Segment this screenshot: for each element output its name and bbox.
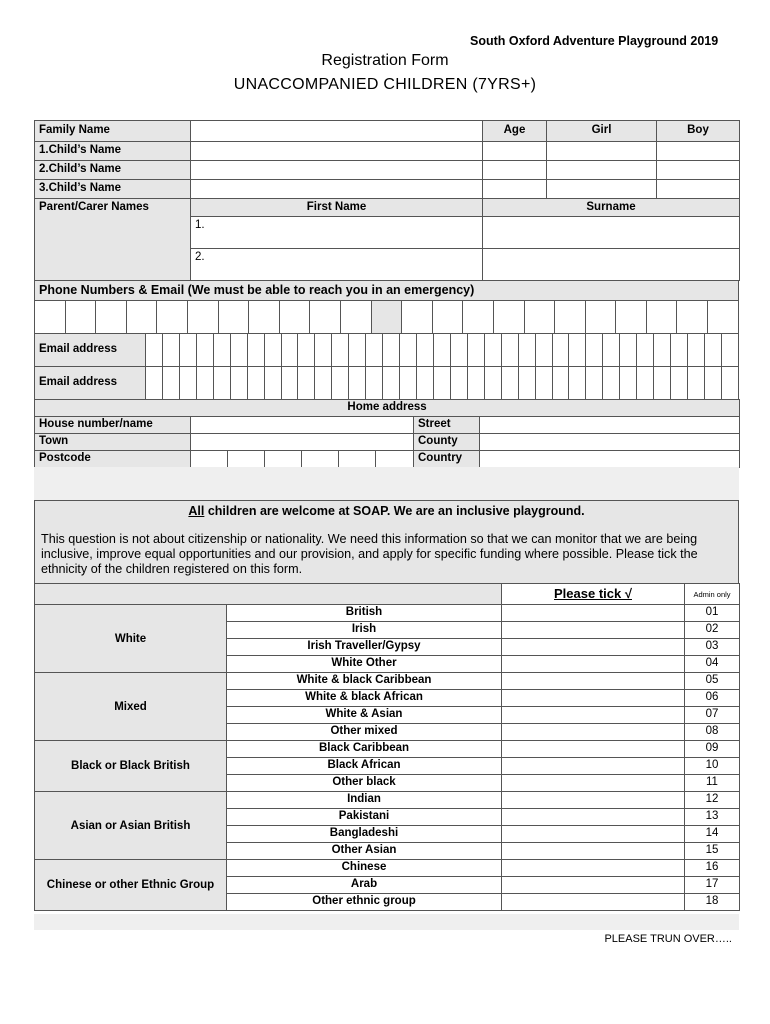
child-1-name-field[interactable] [191,142,483,161]
email-char-box[interactable] [162,334,179,367]
tick-box[interactable] [502,775,685,792]
surname-header: Surname [483,199,740,217]
welcome-rest: children are welcome at SOAP. We are an inclusive playground. [204,504,585,518]
family-name-label: Family Name [35,121,191,142]
email-char-box[interactable] [315,367,332,400]
email-char-box[interactable] [535,367,552,400]
email-char-box[interactable] [552,367,569,400]
email-char-box[interactable] [196,334,213,367]
email-char-box[interactable] [366,367,383,400]
tick-box[interactable] [502,673,685,690]
email-char-box[interactable] [518,367,535,400]
ethnic-group-label: Asian or Asian British [35,792,227,860]
admin-code: 06 [685,690,740,707]
country-field[interactable] [480,451,740,468]
spacer-strip [34,467,739,500]
email-char-box[interactable] [552,334,569,367]
street-field[interactable] [480,417,740,434]
phone-digit-box[interactable] [402,301,433,334]
parent-carer-label: Parent/Carer Names [35,199,191,281]
phone-digit-box[interactable] [585,301,616,334]
ethnic-option-label: Irish Traveller/Gypsy [227,639,502,656]
email-char-box[interactable] [569,334,586,367]
welcome-line [41,505,732,518]
email-char-box[interactable] [433,367,450,400]
ethnic-group-label: Mixed [35,673,227,741]
email-char-box[interactable] [349,334,366,367]
email-char-box[interactable] [603,367,620,400]
admin-code: 17 [685,877,740,894]
county-field[interactable] [480,434,740,451]
parent-2-first-name-field[interactable]: 2. [191,249,483,281]
email-char-box[interactable] [654,334,671,367]
admin-only-text: Admin only [693,589,731,599]
email-char-box[interactable] [298,334,315,367]
footer-note: PLEASE TRUN OVER….. [604,933,732,945]
ethnic-option-label: White & black African [227,690,502,707]
email-char-box[interactable] [400,334,417,367]
admin-code: 02 [685,622,740,639]
email-char-box[interactable] [637,367,654,400]
inclusive-box [35,501,739,584]
organisation-name: South Oxford Adventure Playground 2019 [470,34,719,48]
child-2-girl-field[interactable] [547,161,657,180]
tick-box[interactable] [502,639,685,656]
ethnic-option-label: Other mixed [227,724,502,741]
email-char-box[interactable] [450,334,467,367]
email-char-box[interactable] [332,334,349,367]
tick-box[interactable] [502,843,685,860]
tick-box[interactable] [502,860,685,877]
address-table [34,399,740,468]
phone-table [34,280,739,301]
email-grid-2[interactable] [34,366,739,400]
child-2-boy-field[interactable] [657,161,740,180]
home-address-heading: Home address [35,400,740,417]
email-char-box[interactable] [620,367,637,400]
ethnic-group-label: Black or Black British [35,741,227,792]
email-char-box[interactable] [637,334,654,367]
email-char-box[interactable] [671,334,688,367]
tick-box[interactable] [502,792,685,809]
child-2-age-field[interactable] [483,161,547,180]
phone-digit-box[interactable] [555,301,586,334]
email-char-box[interactable] [586,334,603,367]
postcode-label: Postcode [35,451,191,468]
phone-digit-box[interactable] [187,301,218,334]
ethnic-option-label: Other ethnic group [227,894,502,911]
house-field[interactable] [191,417,414,434]
email-char-box[interactable] [450,367,467,400]
county-label: County [414,434,480,451]
postcode-box[interactable] [265,451,302,468]
phone-digit-box[interactable] [157,301,188,334]
family-table [34,120,740,281]
phone-digit-box[interactable] [340,301,371,334]
phone-digit-box[interactable] [126,301,157,334]
admin-code: 15 [685,843,740,860]
ethnic-option-label: Pakistani [227,809,502,826]
phone-digit-box[interactable] [249,301,280,334]
email-char-box[interactable] [264,367,281,400]
ethnic-option-label: Irish [227,622,502,639]
child-3-name-field[interactable] [191,180,483,199]
email-char-box[interactable] [417,334,434,367]
email-char-box[interactable] [467,334,484,367]
phone-digit-box[interactable] [677,301,708,334]
please-tick-text: Please tick √ [554,585,632,601]
email-2-label: Email address [35,367,146,400]
admin-code: 09 [685,741,740,758]
tick-box[interactable] [502,690,685,707]
email-char-box[interactable] [603,334,620,367]
family-name-field[interactable] [191,121,483,142]
house-label: House number/name [35,417,191,434]
girl-header: Girl [547,121,657,142]
admin-code: 12 [685,792,740,809]
ethnic-option-label: Black Caribbean [227,741,502,758]
email-char-box[interactable] [467,367,484,400]
email-char-box[interactable] [247,367,264,400]
boy-header: Boy [657,121,740,142]
email-char-box[interactable] [586,367,603,400]
email-char-box[interactable] [400,367,417,400]
postcode-box[interactable] [191,451,228,468]
inclusive-statement [34,500,739,584]
phone-digit-box[interactable] [96,301,127,334]
postcode-box[interactable] [339,451,376,468]
tick-box[interactable] [502,724,685,741]
email-char-box[interactable] [620,334,637,367]
email-char-box[interactable] [688,367,705,400]
email-char-box[interactable] [484,367,501,400]
email-char-box[interactable] [484,334,501,367]
postcode-box[interactable] [228,451,265,468]
postcode-box[interactable] [302,451,339,468]
ethnic-option-label: Other black [227,775,502,792]
email-grid-1[interactable] [34,333,739,367]
email-char-box[interactable] [518,334,535,367]
email-char-box[interactable] [146,334,163,367]
email-char-box[interactable] [230,367,247,400]
admin-code: 01 [685,605,740,622]
email-char-box[interactable] [366,334,383,367]
phone-digit-box[interactable] [218,301,249,334]
phone-digit-box[interactable] [35,301,66,334]
email-char-box[interactable] [332,367,349,400]
email-char-box[interactable] [264,334,281,367]
email-char-box[interactable] [315,334,332,367]
please-tick-header [502,584,685,605]
email-char-box[interactable] [721,367,738,400]
ethnic-option-label: British [227,605,502,622]
tick-box[interactable] [502,826,685,843]
child-2-name-field[interactable] [191,161,483,180]
ethnic-group-label: White [35,605,227,673]
child-3-age-field[interactable] [483,180,547,199]
tick-box[interactable] [502,758,685,775]
admin-code: 07 [685,707,740,724]
email-char-box[interactable] [501,334,518,367]
email-char-box[interactable] [213,367,230,400]
phone-email-heading: Phone Numbers & Email (We must be able to reach you in an emergency) [35,281,739,301]
tick-box[interactable] [502,605,685,622]
email-char-box[interactable] [179,334,196,367]
email-char-box[interactable] [654,367,671,400]
child-3-girl-field[interactable] [547,180,657,199]
admin-code: 08 [685,724,740,741]
child-2-label: 2.Child’s Name [35,161,191,180]
email-char-box[interactable] [146,367,163,400]
phone-digit-box[interactable] [432,301,463,334]
email-char-box[interactable] [383,367,400,400]
ethnicity-header-spacer [35,584,502,605]
email-char-box[interactable] [230,334,247,367]
tick-box[interactable] [502,809,685,826]
phone-digit-box[interactable] [616,301,647,334]
age-header: Age [483,121,547,142]
ethnic-option-label: Bangladeshi [227,826,502,843]
email-char-box[interactable] [721,334,738,367]
child-3-boy-field[interactable] [657,180,740,199]
tick-box[interactable] [502,707,685,724]
phone-digit-box[interactable] [65,301,96,334]
email-char-box[interactable] [349,367,366,400]
tick-box[interactable] [502,656,685,673]
phone-digit-box[interactable] [463,301,494,334]
admin-code: 10 [685,758,740,775]
email-char-box[interactable] [383,334,400,367]
ethnic-option-label: Chinese [227,860,502,877]
admin-only-header [685,584,740,605]
email-char-box[interactable] [281,367,298,400]
ethnicity-table [34,583,740,911]
tick-box[interactable] [502,622,685,639]
parent-1-first-name-field[interactable]: 1. [191,217,483,249]
ethnic-option-label: Indian [227,792,502,809]
child-3-label: 3.Child’s Name [35,180,191,199]
child-1-label: 1.Child’s Name [35,142,191,161]
tick-box[interactable] [502,894,685,911]
ethnic-option-label: Arab [227,877,502,894]
admin-code: 14 [685,826,740,843]
child-1-boy-field[interactable] [657,142,740,161]
admin-code: 18 [685,894,740,911]
phone-digit-box[interactable] [371,301,402,334]
email-char-box[interactable] [179,367,196,400]
welcome-prefix: All [188,504,205,518]
tick-box[interactable] [502,877,685,894]
ethnicity-question: This question is not about citizenship or nationality. We need this information so that we can monitor that we are being inclusive, improve equal opportunities and our provision, and apply for specific funding where possible. Please tick the ethnicity of the children registered on this form. [41,531,698,576]
admin-code: 04 [685,656,740,673]
email-char-box[interactable] [247,334,264,367]
phone-digit-box[interactable] [310,301,341,334]
ethnic-option-label: White & black Caribbean [227,673,502,690]
parent-1-surname-field[interactable] [483,217,740,249]
phone-digit-box[interactable] [646,301,677,334]
phone-digit-box[interactable] [524,301,555,334]
parent-2-surname-field[interactable] [483,249,740,281]
email-1-label: Email address [35,334,146,367]
email-char-box[interactable] [162,367,179,400]
ethnic-option-label: White Other [227,656,502,673]
ethnic-group-label: Chinese or other Ethnic Group [35,860,227,911]
email-char-box[interactable] [535,334,552,367]
admin-code: 11 [685,775,740,792]
email-char-box[interactable] [213,334,230,367]
email-char-box[interactable] [281,334,298,367]
country-label: Country [414,451,480,468]
ethnic-option-label: White & Asian [227,707,502,724]
email-char-box[interactable] [298,367,315,400]
email-char-box[interactable] [704,334,721,367]
phone-digit-box[interactable] [279,301,310,334]
email-char-box[interactable] [688,334,705,367]
child-1-girl-field[interactable] [547,142,657,161]
postcode-box[interactable] [376,451,414,468]
email-char-box[interactable] [417,367,434,400]
form-subtitle: UNACCOMPANIED CHILDREN (7YRS+) [233,76,537,93]
email-char-box[interactable] [433,334,450,367]
admin-code: 13 [685,809,740,826]
admin-code: 05 [685,673,740,690]
email-char-box[interactable] [704,367,721,400]
town-field[interactable] [191,434,414,451]
child-1-age-field[interactable] [483,142,547,161]
phone-digit-grid[interactable] [34,300,739,334]
email-char-box[interactable] [196,367,213,400]
email-char-box[interactable] [671,367,688,400]
tick-box[interactable] [502,741,685,758]
admin-code: 03 [685,639,740,656]
ethnic-option-label: Other Asian [227,843,502,860]
bottom-strip [34,914,739,930]
phone-digit-box[interactable] [708,301,739,334]
first-name-header: First Name [191,199,483,217]
town-label: Town [35,434,191,451]
street-label: Street [414,417,480,434]
phone-digit-box[interactable] [493,301,524,334]
email-char-box[interactable] [569,367,586,400]
email-char-box[interactable] [501,367,518,400]
form-title: Registration Form [321,52,449,69]
admin-code: 16 [685,860,740,877]
ethnic-option-label: Black African [227,758,502,775]
